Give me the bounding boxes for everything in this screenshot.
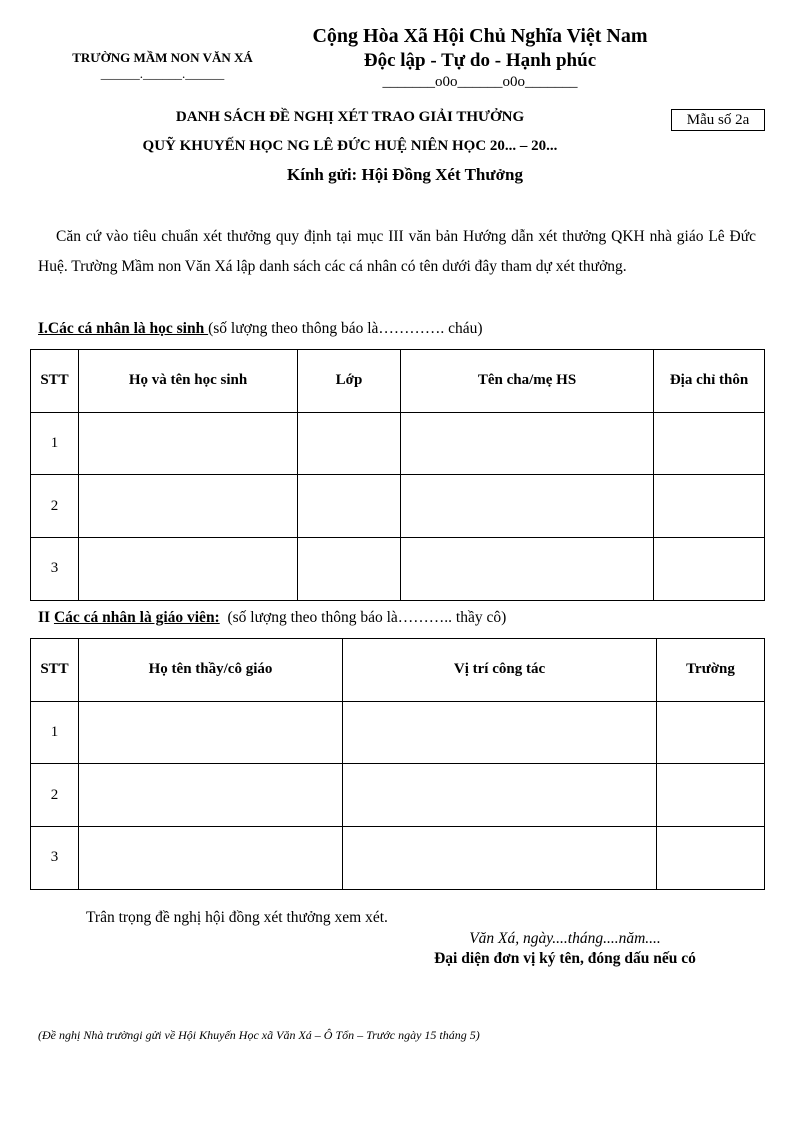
republic-title: Cộng Hòa Xã Hội Chủ Nghĩa Việt Nam	[312, 25, 648, 47]
table-row	[31, 764, 765, 827]
place-date: Văn Xá, ngày....tháng....năm....	[469, 930, 661, 947]
table-row	[31, 538, 765, 601]
row-number: 3	[31, 538, 79, 601]
col-header: Họ tên thầy/cô giáo	[79, 639, 343, 702]
table-row	[31, 475, 765, 538]
table-header-row	[31, 639, 765, 702]
address-cell[interactable]	[654, 412, 765, 475]
footnote: (Đề nghị Nhà trườngi gửi về Hội Khuyến Học xã Văn Xá – Ô Tổn – Trước ngày 15 tháng 5)	[38, 1028, 480, 1042]
row-number: 1	[31, 701, 79, 764]
motto-divider: _______o0o______o0o_______	[382, 74, 578, 90]
position-cell[interactable]	[343, 764, 657, 827]
section2-prefix: II	[38, 609, 54, 626]
document-title: DANH SÁCH ĐỀ NGHỊ XÉT TRAO GIẢI THƯỞNG	[175, 109, 525, 125]
teacher-name-cell[interactable]	[79, 827, 343, 890]
school-name-underline: ______.______.______	[100, 66, 225, 81]
form-number-box: Mẫu số 2a	[671, 109, 765, 131]
section2-note: (số lượng theo thông báo là……….. thầy cô)	[219, 609, 507, 626]
address-cell[interactable]	[654, 538, 765, 601]
row-number: 1	[31, 412, 79, 475]
table-row	[31, 412, 765, 475]
col-header: Lớp	[298, 350, 401, 413]
parent-name-cell[interactable]	[401, 475, 654, 538]
row-number: 2	[31, 764, 79, 827]
school-cell[interactable]	[657, 764, 765, 827]
student-name-cell[interactable]	[79, 412, 298, 475]
school-cell[interactable]	[657, 827, 765, 890]
position-cell[interactable]	[343, 827, 657, 890]
position-cell[interactable]	[343, 701, 657, 764]
section1-heading	[38, 320, 483, 338]
col-header: STT	[31, 639, 79, 702]
col-header: STT	[31, 350, 79, 413]
document-subtitle: QUỸ KHUYẾN HỌC NG LÊ ĐỨC HUỆ NIÊN HỌC 20... – 20...	[142, 138, 558, 154]
section1-title: I.Các cá nhân là học sinh	[38, 320, 209, 337]
section1-note: (số lượng theo thông báo là…………. cháu)	[208, 320, 483, 337]
table-row	[31, 701, 765, 764]
row-number: 2	[31, 475, 79, 538]
class-cell[interactable]	[298, 538, 401, 601]
section2-title: Các cá nhân là giáo viên:	[53, 609, 220, 626]
row-number: 3	[31, 827, 79, 890]
col-header: Địa chỉ thôn	[654, 350, 765, 413]
teacher-name-cell[interactable]	[79, 701, 343, 764]
col-header: Trường	[657, 639, 765, 702]
student-name-cell[interactable]	[79, 538, 298, 601]
teachers-table	[30, 638, 765, 890]
col-header: Họ và tên học sinh	[79, 350, 298, 413]
table-row	[31, 827, 765, 890]
section2-heading	[38, 609, 506, 627]
table-header-row	[31, 350, 765, 413]
recipient-line: Kính gửi: Hội Đồng Xét Thưởng	[287, 165, 523, 184]
school-name: TRƯỜNG MẦM NON VĂN XÁ	[72, 50, 253, 65]
col-header: Vị trí công tác	[343, 639, 657, 702]
national-motto: Độc lập - Tự do - Hạnh phúc	[363, 50, 597, 71]
teacher-name-cell[interactable]	[79, 764, 343, 827]
students-table	[30, 349, 765, 601]
address-cell[interactable]	[654, 475, 765, 538]
parent-name-cell[interactable]	[401, 538, 654, 601]
school-cell[interactable]	[657, 701, 765, 764]
closing-line: Trân trọng đề nghị hội đồng xét thưởng xem xét.	[86, 909, 388, 926]
col-header: Tên cha/mẹ HS	[401, 350, 654, 413]
student-name-cell[interactable]	[79, 475, 298, 538]
class-cell[interactable]	[298, 475, 401, 538]
signature-label: Đại diện đơn vị ký tên, đóng dấu nếu có	[434, 950, 696, 967]
parent-name-cell[interactable]	[401, 412, 654, 475]
class-cell[interactable]	[298, 412, 401, 475]
intro-paragraph: Căn cứ vào tiêu chuẩn xét thưởng quy định tại mục III văn bản Hướng dẫn xét thưởng QKH nhà giáo Lê Đức Huệ. Trường Mầm non Văn Xá lập danh sách các cá nhân có tên dưới đây tham dự xét thưởng.	[38, 228, 756, 275]
